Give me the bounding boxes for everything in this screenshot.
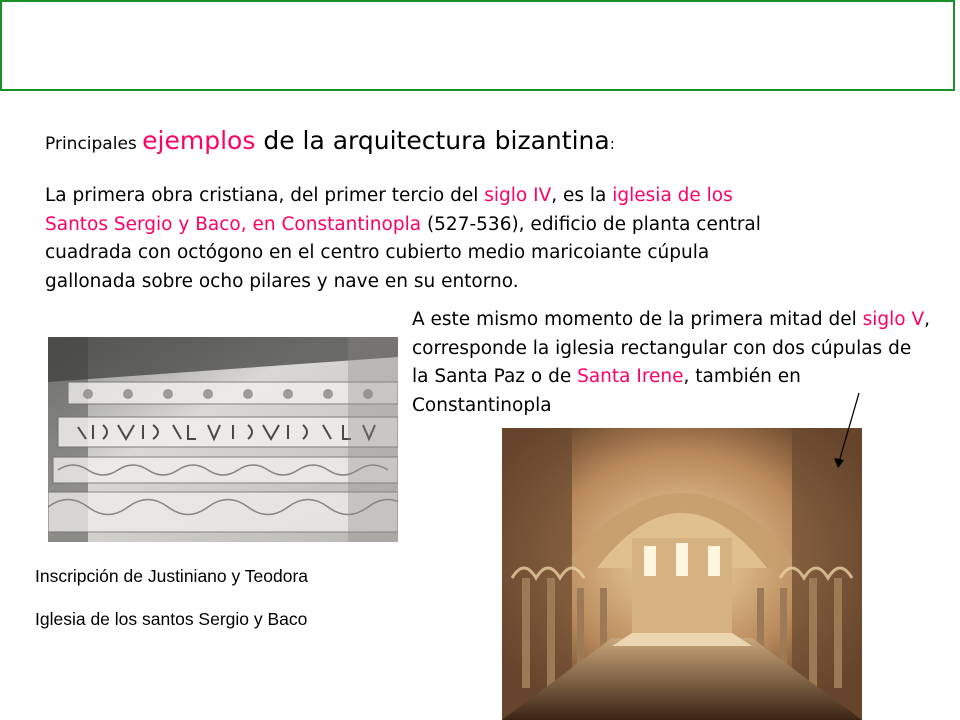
pointer-arrow-icon — [826, 390, 866, 470]
para1-text-3: (527-536), edificio de planta central cuadrada con octógono en el centro cubierto medio maricoiante cúpula gallonada sobre ocho pilares y nave en su entorno. — [45, 213, 761, 292]
para1-text-1: La primera obra cristiana, del primer tercio del — [45, 185, 485, 206]
para2-text-3: , también en Constantinopla — [412, 366, 801, 416]
para1-highlight-church: iglesia de los Santos Sergio y Baco, en Constantinopla — [45, 185, 733, 235]
santa-irene-photo — [502, 428, 862, 720]
caption-church: Iglesia de los santos Sergio y Baco — [35, 609, 308, 629]
para2-highlight-century: siglo V — [862, 309, 925, 330]
paragraph-sergio-baco — [45, 182, 785, 296]
heading-highlight: ejemplos — [142, 126, 256, 155]
caption-inscription: Inscripción de Justiniano y Teodora — [35, 566, 309, 586]
para2-text-1: A este mismo momento de la primera mitad del — [412, 309, 863, 330]
para2-text-2: , corresponde la iglesia rectangular con dos cúpulas de la Santa Paz o de — [412, 309, 931, 387]
title-frame — [0, 0, 955, 91]
para2-highlight-church: Santa Irene — [577, 366, 684, 387]
para1-highlight-century: siglo IV — [484, 185, 552, 206]
heading-prefix: Principales — [45, 134, 143, 154]
heading-colon: : — [609, 135, 615, 153]
heading-rest: de la arquitectura bizantina — [255, 126, 610, 155]
inscription-photo — [48, 337, 398, 542]
slide-heading — [45, 126, 615, 155]
para1-text-2: , es la — [551, 185, 613, 206]
